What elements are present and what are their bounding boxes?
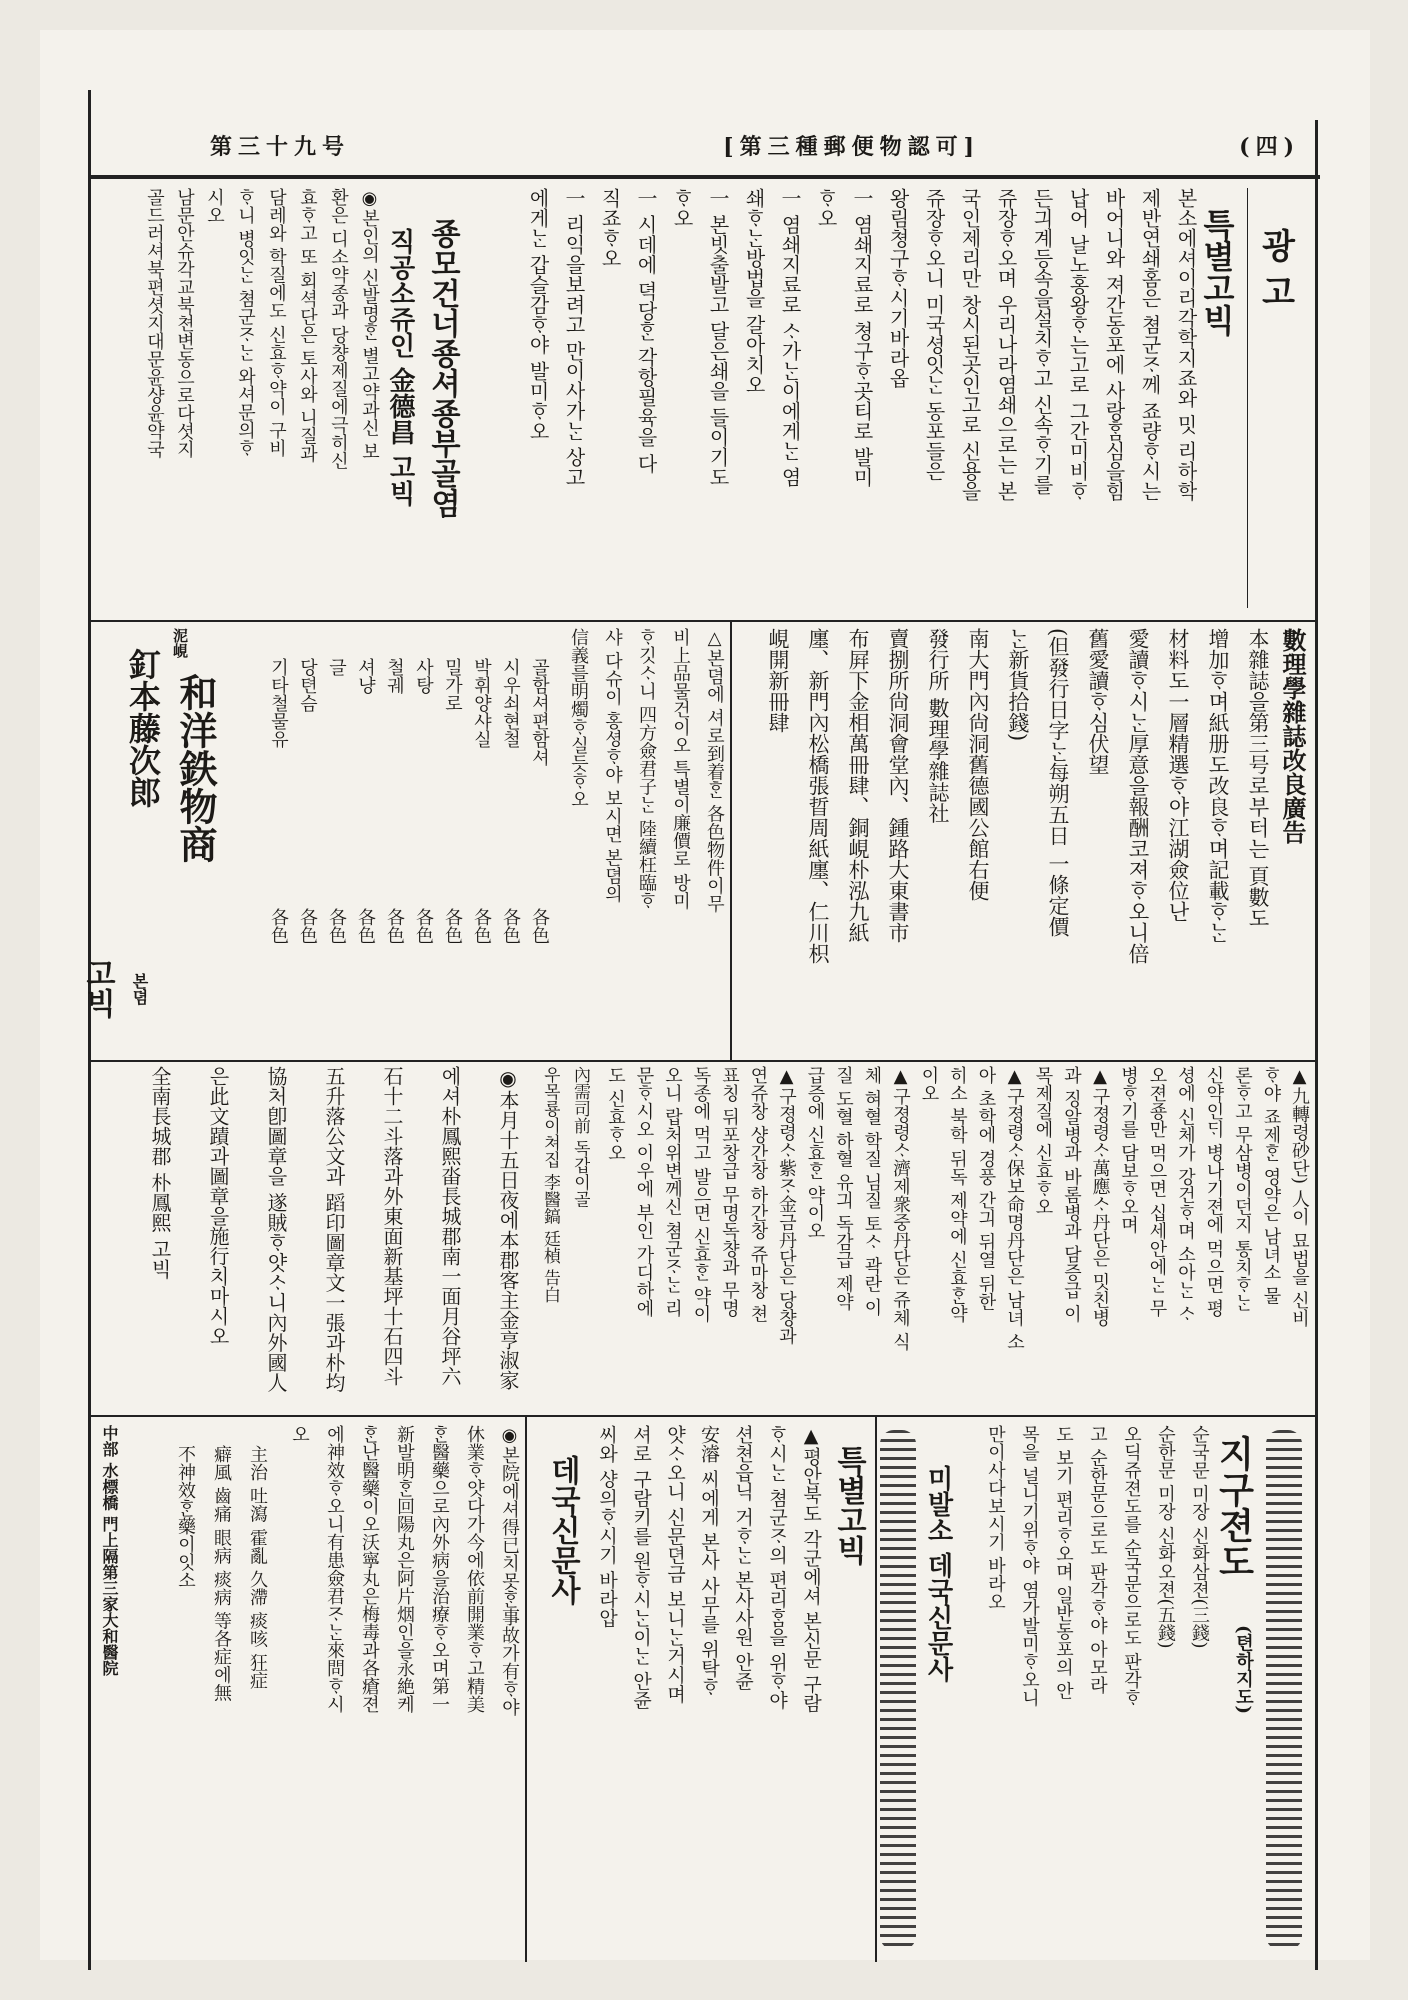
goods-item-name: 당텬슴 bbox=[297, 658, 318, 712]
medicine-line: 히소 북학 뒤독 제약에 신효ᄒᆞᆫ약 bbox=[947, 1066, 968, 1323]
notice-line: 一 리익을보려고 만이사가ᄂᆞᆫ 상고 bbox=[562, 188, 586, 488]
row-divider-2 bbox=[90, 1060, 1315, 1062]
seal-notice bbox=[100, 1066, 520, 1411]
notice-line: 一 시데에 뎍당ᄒᆞᆫ 각항필육을 다 bbox=[634, 188, 658, 474]
ornament-border-right bbox=[1266, 1430, 1302, 1950]
special-line: 얏ᄉᆞ오니 신문뎐금 보니ᄂᆞᆫ거시며 bbox=[664, 1425, 686, 1704]
right-border bbox=[1315, 120, 1318, 1970]
factory-owner: 직공소쥬인 金德昌 고빅 bbox=[385, 228, 415, 507]
journal-line: 廛、新門內松橋張晢周紙廛、仁川枳 bbox=[806, 628, 830, 964]
shop-closing: 고빅 bbox=[80, 958, 115, 1018]
medicine-line: 신약인ᄃᆡ 병나기젼에 먹으면 평 bbox=[1203, 1066, 1225, 1318]
shop-name: 和洋鉄物商 bbox=[173, 673, 218, 863]
notice-body bbox=[498, 188, 1198, 608]
notice-line: 一 본빗출발고 달은쇄을 들이기도 bbox=[706, 188, 730, 488]
map-line: 고 순한문으로도 판각ᄒᆞ야 아모라 bbox=[1087, 1425, 1108, 1695]
special-line: ᄒᆞ시ᄂᆞᆫ 쳠군ᄌᆞ의 편리ᄒᆞᆷ을 위ᄒᆞ야 bbox=[766, 1425, 788, 1710]
row-divider-3 bbox=[90, 1415, 1315, 1417]
goods-item-name: 시우쇠현철 bbox=[500, 658, 521, 748]
clinic-indications bbox=[158, 1445, 268, 1925]
notice-line: 제반연쇄홈은 쳠군ᄌᆞ께 죠량ᄒᆞ시는 bbox=[1138, 188, 1162, 501]
address-block bbox=[135, 188, 195, 608]
journal-ad-block bbox=[740, 628, 1310, 1056]
goods-item bbox=[521, 658, 550, 998]
medicine-line: ▲구졍령ᄉᆞ萬應ᄉᆞ丹단은 밋친병 bbox=[1089, 1066, 1111, 1327]
medicine-dealer bbox=[530, 1066, 590, 1411]
goods-item-qty: 各色 bbox=[355, 908, 376, 944]
medicine-line: 표칭 뒤포창급 무명독챵과 무명 bbox=[719, 1066, 740, 1318]
map-body bbox=[970, 1425, 1210, 1945]
journal-body bbox=[745, 628, 1270, 1053]
medicine-line: 도 신효ᄒᆞ오 bbox=[605, 1066, 626, 1162]
seal-line: 에셔朴鳳熙畓長城郡南一面月谷坪六 bbox=[438, 1066, 462, 1386]
goods-item bbox=[434, 658, 463, 998]
medicine-line: 연쥬창 샹간창 하간창 쥬마창 쳔 bbox=[747, 1066, 769, 1323]
goods-item-qty: 各色 bbox=[413, 908, 434, 944]
special-line: 션쳔읍닉 거ᄒᆞᄂᆞᆫ 본사사원 안쥰 bbox=[732, 1425, 754, 1691]
journal-line: 愛讀ᄒᆞ시ᄂᆞᆫ厚意을報酬코져ᄒᆞ오니倍 bbox=[1126, 628, 1150, 964]
map-line: 도 보기 편리ᄒᆞ오며 일반동포의 안 bbox=[1053, 1425, 1074, 1700]
goods-item-name: 밀가로 bbox=[442, 658, 463, 712]
goods-item bbox=[260, 658, 289, 998]
edition-label: [第三種郵便物認可] bbox=[723, 134, 980, 160]
shop-suffix: 본뎜 bbox=[130, 973, 149, 1005]
notice-line: 든긔계등속을설치ᄒᆞ고 신속ᄒᆞ기를 bbox=[1030, 188, 1054, 495]
goods-item bbox=[492, 658, 521, 998]
special-title: 특별고빅 bbox=[831, 1445, 866, 1565]
notice-line: 국인제리만 창시된곳인고로 신용을 bbox=[958, 188, 982, 501]
clinic-line: ᄒᆞᆫ醫藥으로內外病을治療ᄒᆞ오며第一 bbox=[429, 1425, 450, 1713]
medicine-line: 체 혀혈 학질 님질 토ᄉᆞ 곽란 이 bbox=[861, 1066, 883, 1317]
medicine-line: 아 초학에 경풍 간긔 뒤열 뒤한 bbox=[975, 1066, 997, 1311]
map-line: 만이사다보시기 바라오 bbox=[985, 1425, 1006, 1611]
dealer-line: 內需司前 독갑이골 bbox=[570, 1066, 590, 1208]
ad-heading: 광 고 bbox=[1255, 228, 1295, 308]
row2-divider bbox=[730, 622, 732, 1060]
goods-item-name: 글 bbox=[326, 658, 347, 676]
notice-line: ᄒᆞ오 bbox=[670, 188, 694, 228]
ornament-border-left bbox=[880, 1430, 916, 1950]
map-ad-block bbox=[920, 1425, 1260, 1955]
notice-line: 왕림쳥구ᄒᆞ시기바라옵 bbox=[886, 188, 910, 388]
notice-title: 특별고빅 bbox=[1198, 208, 1236, 336]
shop-owner: 釘本藤次郎 bbox=[124, 648, 162, 808]
seal-line: 協처卽圖章을 遂賊ᄒᆞ얏ᄉᆞ니內外國人 bbox=[264, 1066, 288, 1393]
special-line: 셔로 구람키를 원ᄒᆞ시ᄂᆞᆫ이ᄂᆞᆫ 안쥰 bbox=[630, 1425, 652, 1710]
clinic-line: ᄒᆞᆫ난醫藥이오沃寧丸은梅毒과各瘡젼 bbox=[359, 1425, 380, 1713]
factory-name: 죵모건너죵셔죵부골염 bbox=[425, 218, 460, 518]
goods-item-qty: 各色 bbox=[471, 908, 492, 944]
medicine-line: 셩에 신체가 강건ᄒᆞ며 소아ᄂᆞᆫ ᄉᆞ bbox=[1175, 1066, 1196, 1323]
clinic-ad-block bbox=[98, 1425, 520, 1955]
issue-number: 第三十九号 bbox=[210, 134, 351, 160]
notice-line: 납어 날노홍왕ᄒᆞ는고로 그간미비ᄒᆞ bbox=[1066, 188, 1090, 501]
notice-line: 쇄ᄒᆞᄂᆞᆫ방법을 갈아치오 bbox=[742, 188, 766, 395]
header-rule bbox=[90, 175, 1320, 179]
map-line: 순한문 미장 신화오젼(五錢) bbox=[1155, 1425, 1176, 1649]
medicine-line: 급증에 신효ᄒᆞᆫ 약이오 bbox=[804, 1066, 826, 1240]
goods-item bbox=[318, 658, 347, 998]
clinic-line: ◉본院에셔得已치못ᄒᆞᆫ事故가有ᄒᆞ야 bbox=[499, 1425, 520, 1716]
seal-line: 은此文蹟과圖章을施行치마시오 bbox=[206, 1066, 230, 1346]
notice-line: 쥬장ᄒᆞ오니 미국셩잇ᄂᆞᆫ 동포들은 bbox=[922, 188, 946, 481]
medicine-line: ᄒᆞ야 죠제ᄒᆞᆫ 영약은 남녀소 물 bbox=[1260, 1066, 1282, 1305]
goods-item-name: 골함셔편함셔 bbox=[529, 658, 550, 766]
goods-item-qty: 各色 bbox=[326, 908, 347, 944]
medicine-line: ▲九轉령砂단) 人이 묘법을 신비 bbox=[1289, 1066, 1310, 1328]
medicine-line: 독종에 먹고 발으면 신효ᄒᆞᆫ 약이 bbox=[690, 1066, 712, 1323]
notes-line: ◉본인의 신발명ᄒᆞᆫ 별고약과신 보 bbox=[359, 188, 380, 461]
medicine-body bbox=[590, 1066, 1310, 1411]
goods-item-name: 사탕 bbox=[413, 658, 434, 694]
clinic-body bbox=[270, 1425, 520, 1945]
goods-intro-line: △본뎜에 셔로到着ᄒᆞᆫ 各色物件이무 bbox=[704, 628, 725, 913]
clinic-line: 新발明ᄒᆞᆫ回陽丸은阿片烟인을永絶케 bbox=[394, 1425, 415, 1713]
row-divider-1 bbox=[90, 620, 1315, 622]
medicine-line: 목제질에 신효ᄒᆞ오 bbox=[1032, 1066, 1054, 1216]
medicine-line: ▲구졍령ᄉᆞ紫ᄌᆞ金금丹단은 당챵과 bbox=[776, 1066, 797, 1345]
journal-line: 發行所 數理學雜誌社 bbox=[926, 628, 950, 824]
goods-item-name: 철궤 bbox=[384, 658, 405, 694]
notice-line: 一 염쇄지료로 ᄉᆞ가ᄂᆞᆫ이에게ᄂᆞᆫ 염 bbox=[778, 188, 802, 488]
clinic-indication: 不神效ᄒᆞᆫ藥이잇소 bbox=[175, 1445, 196, 1589]
medicine-line: ▲구졍령ᄉᆞ保보命명丹단은 남녀 소 bbox=[1004, 1066, 1025, 1351]
notice-line: 一 염쇄지료로 쳥구ᄒᆞ곳티로 발미 bbox=[850, 188, 874, 488]
notes-line: ᄒᆞ니 병잇ᄂᆞᆫ 쳠군ᄌᆞᄂᆞᆫ 와셔문의ᄒᆞ bbox=[235, 188, 256, 458]
notice-line: 쥬장ᄒᆞ오며 우리나라염쇄으로는 본 bbox=[994, 188, 1018, 501]
goods-intro-line: ᄒᆞ깃ᄉᆞ니 四方僉君子ᄂᆞᆫ 陸續枉臨ᄒᆞ bbox=[636, 628, 657, 910]
special-notice-2-block bbox=[530, 1425, 870, 1955]
notes-line: 담레와 학질에도 신효ᄒᆞ약이 구비 bbox=[266, 188, 287, 458]
address-line: 골드러셔북편셧지대문윤샹윤약국 bbox=[144, 188, 165, 458]
goods-intro-line: 비上品물건이오 특별이廉價로 방미 bbox=[670, 628, 691, 910]
medicine-line: 론ᄒᆞ고 무삼병이던지 통치ᄒᆞᄂᆞᆫ bbox=[1232, 1066, 1253, 1312]
seal-line: 石十二斗落과外東面新基坪十石四斗 bbox=[380, 1066, 404, 1386]
goods-item bbox=[463, 658, 492, 998]
newspaper-page bbox=[40, 30, 1370, 1960]
page-number: (四) bbox=[1239, 134, 1300, 160]
journal-line: (但發行日字ᄂᆞᆫ每朔五日 一條定價 bbox=[1046, 628, 1070, 937]
journal-line: 舊愛讀ᄒᆞ심伏望 bbox=[1086, 628, 1110, 775]
map-line: 오딕쥬젼도를 순국문으로도 판각ᄒᆞ bbox=[1121, 1425, 1142, 1707]
goods-item-qty: 各色 bbox=[384, 908, 405, 944]
journal-line: 南大門內尙洞舊德國公館右便 bbox=[966, 628, 990, 901]
medicine-line: 이오 bbox=[918, 1066, 940, 1102]
map-line: 순국문 미장 신화삼젼(三錢) bbox=[1189, 1425, 1210, 1649]
special-signature: 데국신문사 bbox=[545, 1455, 580, 1605]
journal-line: 材料도一層精選ᄒᆞ야江湖僉位난 bbox=[1166, 628, 1190, 922]
goods-intro-line: 샤 다슈이 홍셩ᄒᆞ야 보시면 본뎜의 bbox=[602, 628, 623, 903]
clinic-line: 休業ᄒᆞ얏다가今에依前開業ᄒᆞ고精美 bbox=[464, 1425, 485, 1713]
special-line: 安濬 씨에게 본사 사무를 위탁ᄒᆞ bbox=[698, 1425, 720, 1697]
clinic-line: 오 bbox=[289, 1425, 310, 1443]
shop-location: 泥峴 bbox=[171, 628, 189, 658]
notes-line: 환은 디소약종과 당챵제질에극히신 bbox=[328, 188, 349, 470]
goods-item-name: 셔냥 bbox=[355, 658, 376, 694]
notice-line: ᄒᆞ오 bbox=[814, 188, 838, 228]
goods-item bbox=[376, 658, 405, 998]
notes-line: 효ᄒᆞ고 또 회셕단은 토사와 니질과 bbox=[297, 188, 318, 463]
notice-line: 바어니와 져간동포에 사랑ᄒᆞᆷ심을힘 bbox=[1102, 188, 1126, 501]
notice-line: 에게ᄂᆞᆫ 갑슬감ᄒᆞ야 발미ᄒᆞ오 bbox=[526, 188, 550, 441]
goods-item-name: 박휘양샤실 bbox=[471, 658, 492, 748]
journal-line: 本雜誌을第三号로부터는 頁數도 bbox=[1246, 628, 1270, 929]
special-body bbox=[582, 1425, 822, 1945]
goods-item-qty: 各色 bbox=[268, 908, 289, 944]
row4-divider-2 bbox=[525, 1417, 527, 1962]
clinic-address: 中部 水標橋 門上隔第三家大和醫院 bbox=[100, 1425, 119, 1677]
medicine-line: 오젼죵만 먹으면 십세안에ᄂᆞᆫ 무 bbox=[1146, 1066, 1168, 1318]
clinic-indication: 癖風 齒痛 眼病 痰病 等各症에無 bbox=[211, 1445, 232, 1702]
goods-item bbox=[289, 658, 318, 998]
goods-item-qty: 各色 bbox=[297, 908, 318, 944]
heading-divider bbox=[1247, 188, 1248, 608]
clinic-indication: 主治 吐瀉 霍亂 久滯 痰咳 狂症 bbox=[247, 1445, 268, 1690]
medicine-notes bbox=[195, 188, 380, 608]
address-line: 남문안슈각교북쳔변동으로다셧지 bbox=[174, 188, 195, 458]
special-line: 씨와 샹의ᄒᆞ시기 바라압 bbox=[596, 1425, 618, 1628]
goods-item-qty: 各色 bbox=[442, 908, 463, 944]
goods-item-qty: 各色 bbox=[500, 908, 521, 944]
goods-item bbox=[347, 658, 376, 998]
medicine-line: 문ᄒᆞ시오 이우에 부인 가디하에 bbox=[633, 1066, 655, 1318]
journal-line: 賣捌所尙洞會堂內、鍾路大東書市 bbox=[886, 628, 910, 943]
goods-item-name: 기타철물유 bbox=[268, 658, 289, 748]
medicine-ad-block bbox=[100, 1066, 1310, 1411]
clinic-line: 에神效ᄒᆞ오니有患僉君ᄌᆞᄂᆞᆫ來問ᄒᆞ시 bbox=[324, 1425, 345, 1713]
journal-line: 增加ᄒᆞ며紙册도改良ᄒᆞ며記載ᄒᆞᄂᆞᆫ bbox=[1206, 628, 1230, 943]
journal-line: 峴開新冊肆 bbox=[766, 628, 790, 733]
row4-divider-1 bbox=[875, 1417, 877, 1962]
journal-line: 布屛下金相萬冊肆、銅峴朴泓九紙 bbox=[846, 628, 870, 943]
special-notice-block bbox=[100, 188, 1310, 616]
medicine-line: 과 징알병과 바롬병과 담증급 이 bbox=[1061, 1066, 1082, 1323]
goods-list bbox=[250, 658, 550, 998]
ironware-ad-block bbox=[80, 628, 725, 1056]
map-seller: 미발소 데국신문사 bbox=[923, 1465, 953, 1683]
map-title: 지구젼도 bbox=[1213, 1435, 1255, 1579]
dealer-line: 우목룡이쳐집 李醫鎬 廷楨 告白 bbox=[540, 1066, 560, 1304]
map-line: 목을 널니기위ᄒᆞ야 염가발미ᄒᆞ오니 bbox=[1019, 1425, 1040, 1707]
goods-intro bbox=[555, 628, 725, 1053]
goods-item-qty: 各色 bbox=[529, 908, 550, 944]
journal-line: ᄂᆞᆫ新貨拾錢) bbox=[1006, 628, 1030, 742]
notice-line: 직죠ᄒᆞ오 bbox=[598, 188, 622, 268]
seal-line: 五升落公文과 蹈印圖章文一張과朴均 bbox=[322, 1066, 346, 1393]
goods-item bbox=[405, 658, 434, 998]
seal-line: 全南長城郡 朴鳳熙 고빅 bbox=[148, 1066, 172, 1279]
journal-heading: 數理學雜誌改良廣告 bbox=[1278, 628, 1307, 844]
medicine-line: 질 도혈 하혈 유긔 독감급 제약 bbox=[833, 1066, 854, 1311]
notice-line: 본소에셔이리각학지죠와 밋 리하학 bbox=[1174, 188, 1198, 501]
goods-intro-line: 信義를明燭ᄒᆞ실듯ᄒᆞ오 bbox=[568, 628, 589, 808]
medicine-line: 병ᄒᆞ기를 담보ᄒᆞ오며 bbox=[1118, 1066, 1139, 1234]
map-subtitle: (텬하지도) bbox=[1233, 1625, 1254, 1715]
page-header bbox=[120, 130, 1310, 170]
notes-line: 시오 bbox=[204, 188, 225, 224]
medicine-line: 오니 랍처위변께신 쳠군ᄌᆞᄂᆞᆫ 리 bbox=[662, 1066, 683, 1318]
seal-line: ◉本月十五日夜에本郡客主金亨淑家 bbox=[496, 1066, 520, 1390]
medicine-line: ▲구졍령ᄉᆞ濟제衆중丹단은 쥬체 식 bbox=[890, 1066, 911, 1351]
special-line: ▲평안북도 각군에셔 본신문 구람 bbox=[800, 1425, 822, 1713]
